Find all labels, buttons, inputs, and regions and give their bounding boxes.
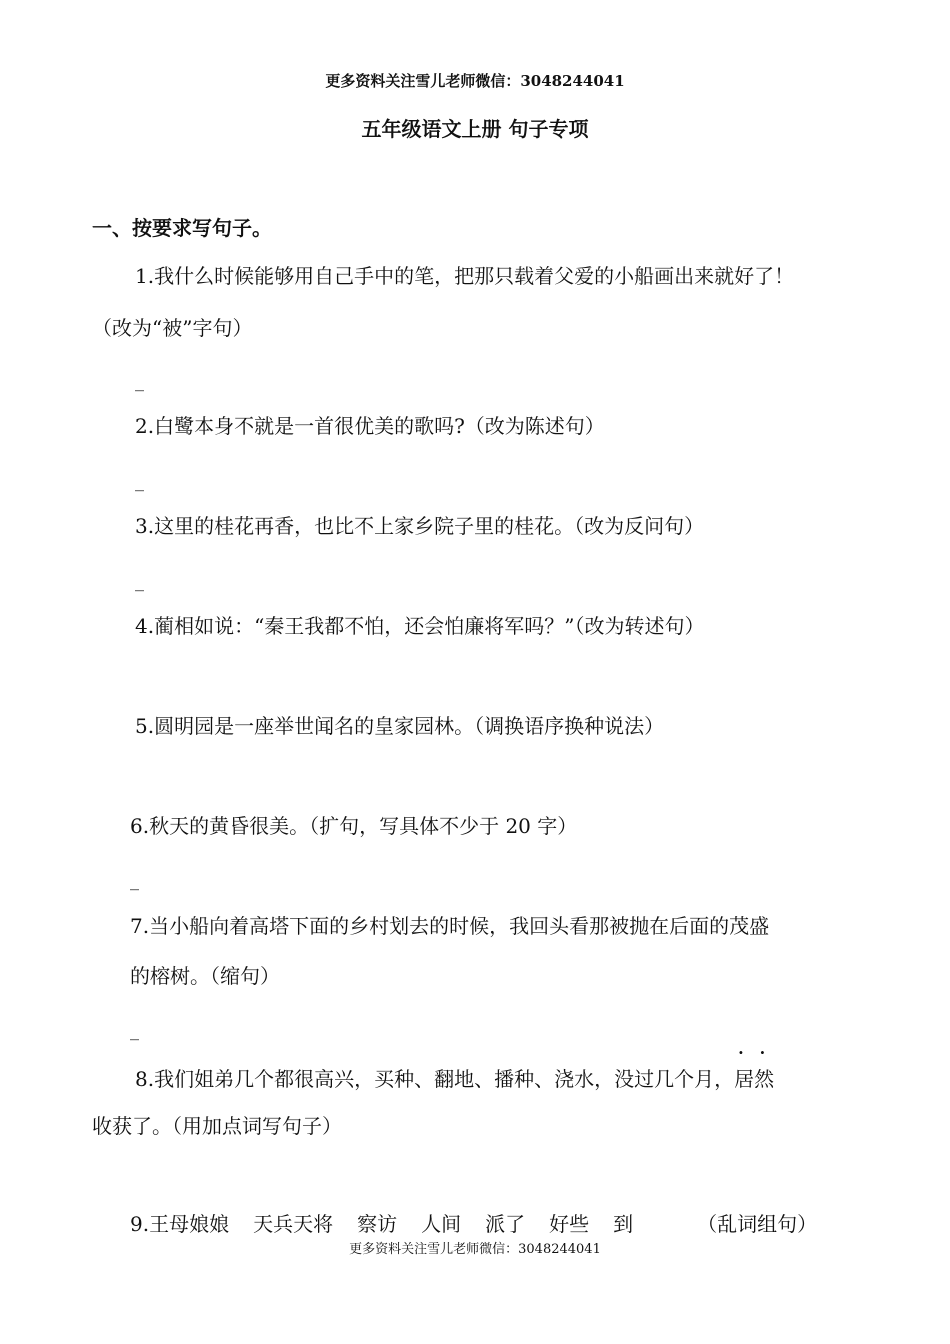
section-heading: 一、按要求写句子。 [92,216,272,240]
q9-word: 人间 [421,1212,462,1236]
q7-line2: 的榕树。（缩句） [130,964,280,988]
q4-text: 4.蔺相如说：“秦王我都不怕，还会怕廉将军吗？”（改为转述句） [135,614,705,638]
q9-number: 9. [130,1212,150,1236]
q1-line2: （改为“被”字句） [92,316,253,340]
page-header: 更多资料关注雪儿老师微信：3048244041 [325,72,625,90]
q8-line1 [135,1063,774,1092]
q2-text: 2.白鹭本身不就是一首很优美的歌吗?（改为陈述句） [135,414,605,438]
q9-note: （乱词组句） [697,1212,818,1236]
q1-line1: 1.我什么时候能够用自己手中的笔，把那只载着父爱的小船画出来就好了！ [135,264,795,288]
q8-line2: 收获了。（用加点词写句子） [92,1114,342,1138]
answer-blank-1: _ [135,371,144,392]
q9-word: 好些 [549,1212,590,1236]
q9-word: 王母娘娘 [149,1212,230,1236]
answer-blank-3: _ [135,571,144,592]
answer-blank-2: _ [135,471,144,492]
q6-text: 6.秋天的黄昏很美。（扩句，写具体不少于 20 字） [130,814,578,838]
q9-line [130,1208,817,1237]
q9-word: 察访 [357,1212,398,1236]
q3-text: 3.这里的桂花再香，也比不上家乡院子里的桂花。（改为反问句） [135,514,705,538]
q9-word: 到 [613,1212,634,1236]
answer-blank-6: _ [130,870,139,891]
q8-line1-text: 8.我们姐弟几个都很高兴，买种、翻地、播种、浇水，没过几个月， [135,1067,735,1091]
q5-text: 5.圆明园是一座举世闻名的皇家园林。（调换语序换种说法） [135,714,665,738]
q7-line1: 7.当小船向着高塔下面的乡村划去的时候，我回头看那被抛在后面的茂盛 [130,914,770,938]
q8-dotted-word: · · 居然 [734,1063,774,1092]
page-title: 五年级语文上册 句子专项 [361,117,589,141]
answer-blank-7: _ [130,1020,139,1041]
page-footer: 更多资料关注雪儿老师微信：3048244041 [349,1242,601,1257]
q9-word: 派了 [485,1212,526,1236]
q9-word: 天兵天将 [253,1212,334,1236]
